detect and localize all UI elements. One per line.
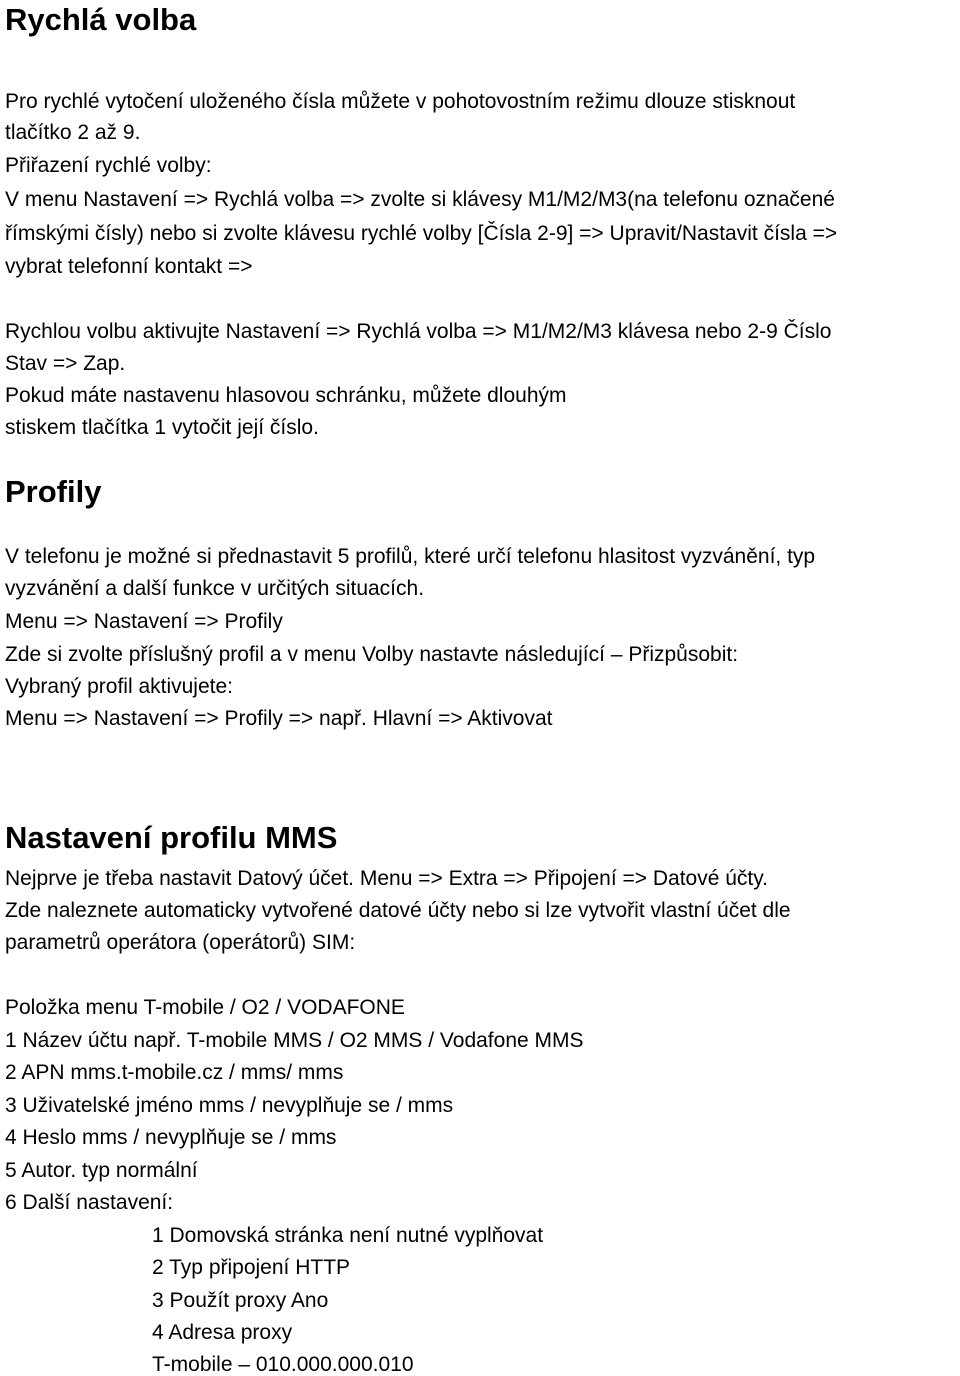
- mms-line-2: Zde naleznete automaticky vytvořené datové účty nebo si lze vytvořit vlastní účet dle: [5, 899, 791, 922]
- mms-line-10: 6 Další nastavení:: [5, 1191, 174, 1214]
- speed-dial-line-5: římskými čísly) nebo si zvolte klávesu rychlé volby [Čísla 2-9] => Upravit/Nastavit čísla =>: [5, 222, 838, 245]
- mms-line-8: 4 Heslo mms / nevyplňuje se / mms: [5, 1126, 337, 1149]
- speed-dial-line-6: vybrat telefonní kontakt =>: [5, 255, 253, 278]
- mms-sub-line-1: 1 Domovská stránka není nutné vyplňovat: [152, 1224, 544, 1247]
- mms-line-1: Nejprve je třeba nastavit Datový účet. Menu => Extra => Připojení => Datové účty.: [5, 867, 769, 890]
- speed-dial-line-3: Přiřazení rychlé volby:: [5, 154, 212, 177]
- mms-line-3: parametrů operátora (operátorů) SIM:: [5, 931, 356, 954]
- profiles-line-3: Menu => Nastavení => Profily: [5, 610, 283, 633]
- speed-dial-line-2: tlačítko 2 až 9.: [5, 121, 141, 144]
- profiles-line-1: V telefonu je možné si přednastavit 5 profilů, které určí telefonu hlasitost vyzvánění, typ: [5, 545, 816, 568]
- profiles-line-2: vyzvánění a další funkce v určitých situacích.: [5, 577, 425, 600]
- speed-dial-line-10: stiskem tlačítka 1 vytočit její číslo.: [5, 416, 319, 439]
- mms-line-5: 1 Název účtu např. T-mobile MMS / O2 MMS / Vodafone MMS: [5, 1029, 584, 1052]
- speed-dial-line-8: Stav => Zap.: [5, 352, 126, 375]
- mms-sub-line-3: 3 Použít proxy Ano: [152, 1289, 329, 1312]
- mms-line-6: 2 APN mms.t-mobile.cz / mms/ mms: [5, 1061, 344, 1084]
- mms-sub-line-4: 4 Adresa proxy: [152, 1321, 293, 1344]
- profiles-line-5: Vybraný profil aktivujete:: [5, 675, 233, 698]
- mms-sub-line-5: T-mobile – 010.000.000.010: [152, 1353, 414, 1376]
- speed-dial-line-4: V menu Nastavení => Rychlá volba => zvolte si klávesy M1/M2/M3(na telefonu označené: [5, 188, 835, 211]
- heading-speed-dial: Rychlá volba: [5, 2, 197, 37]
- profiles-line-4: Zde si zvolte příslušný profil a v menu Volby nastavte následující – Přizpůsobit:: [5, 643, 739, 666]
- mms-line-7: 3 Uživatelské jméno mms / nevyplňuje se / mms: [5, 1094, 454, 1117]
- profiles-line-6: Menu => Nastavení => Profily => např. Hlavní => Aktivovat: [5, 707, 553, 730]
- mms-line-9: 5 Autor. typ normální: [5, 1159, 198, 1182]
- speed-dial-line-7: Rychlou volbu aktivujte Nastavení => Rychlá volba => M1/M2/M3 klávesa nebo 2-9 Číslo: [5, 320, 832, 343]
- mms-sub-line-2: 2 Typ připojení HTTP: [152, 1256, 351, 1279]
- mms-line-4: Položka menu T-mobile / O2 / VODAFONE: [5, 996, 405, 1019]
- speed-dial-line-9: Pokud máte nastavenu hlasovou schránku, můžete dlouhým: [5, 384, 567, 407]
- heading-profiles: Profily: [5, 474, 102, 509]
- heading-mms: Nastavení profilu MMS: [5, 820, 338, 855]
- speed-dial-line-1: Pro rychlé vytočení uloženého čísla můžete v pohotovostním režimu dlouze stisknout: [5, 90, 796, 113]
